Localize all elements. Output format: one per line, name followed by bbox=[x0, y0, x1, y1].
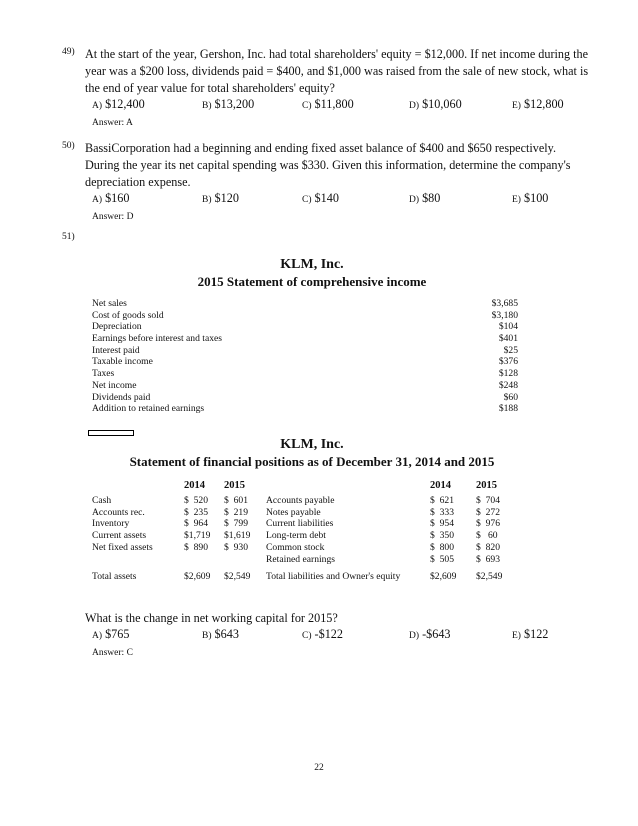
asset-2014: $ 890 bbox=[184, 541, 208, 553]
income-row bbox=[92, 321, 532, 333]
choice-d: D) $10,060 bbox=[409, 97, 462, 111]
asset-label: Current assets bbox=[92, 530, 147, 542]
choice-e: E) $122 bbox=[512, 627, 549, 641]
income-row-label: Depreciation bbox=[92, 321, 142, 333]
balance-row bbox=[92, 554, 532, 566]
income-row-value: $25 bbox=[503, 344, 518, 356]
asset-2015: $2,549 bbox=[224, 570, 251, 582]
income-row-value: $248 bbox=[498, 379, 518, 391]
balance-sheet-header bbox=[92, 436, 532, 470]
income-row bbox=[92, 356, 532, 368]
choice-a: A) $160 bbox=[92, 191, 130, 205]
income-row bbox=[92, 403, 532, 415]
question-text: BassiCorporation had a beginning and ending fixed asset balance of $400 and $650 respectively. During the year its net capital spending was $330. Given this information, determine the company's depreciation expense. bbox=[85, 141, 571, 189]
choice-e: E) $100 bbox=[512, 191, 549, 205]
choice-a: A) $765 bbox=[92, 627, 130, 641]
income-statement-rows bbox=[92, 298, 532, 415]
income-row-label: Addition to retained earnings bbox=[92, 403, 205, 415]
answer-choices bbox=[92, 627, 592, 644]
choice-c: C) $11,800 bbox=[302, 97, 354, 111]
income-row-label: Net sales bbox=[92, 298, 127, 309]
income-row-value: $3,685 bbox=[491, 298, 518, 309]
balance-sheet-table bbox=[92, 480, 532, 582]
income-row-label: Cost of goods sold bbox=[92, 309, 164, 321]
income-row bbox=[92, 368, 532, 380]
choice-b: B) $13,200 bbox=[202, 97, 255, 111]
question-text: At the start of the year, Gershon, Inc. had total shareholders' equity = $12,000. If net income during the year was a $200 loss, dividends paid = $400, and $1,000 was raised from the sale of new stock, what is the end of year value for total shareholders' equity? bbox=[85, 47, 589, 95]
answer-key: Answer: C bbox=[92, 648, 133, 658]
liability-2015: $ 704 bbox=[476, 494, 500, 506]
choice-b: B) $120 bbox=[202, 191, 239, 205]
balance-row bbox=[92, 571, 532, 583]
income-row-value: $3,180 bbox=[491, 309, 518, 321]
year-header: 2014 bbox=[430, 480, 451, 491]
income-row-label: Interest paid bbox=[92, 344, 140, 356]
choice-d: D) $80 bbox=[409, 191, 441, 205]
income-row-value: $128 bbox=[498, 368, 518, 380]
question-text: What is the change in net working capital for 2015? bbox=[85, 611, 338, 625]
liability-2014: $ 621 bbox=[430, 494, 454, 506]
balance-row bbox=[92, 507, 532, 519]
income-row bbox=[92, 333, 532, 345]
balance-row bbox=[92, 518, 532, 530]
liability-2015: $ 272 bbox=[476, 506, 500, 518]
income-row-label: Net income bbox=[92, 379, 137, 391]
asset-2015: $ 930 bbox=[224, 541, 248, 553]
year-header-row bbox=[92, 480, 532, 492]
balance-row bbox=[92, 495, 532, 507]
liability-2015: $2,549 bbox=[476, 570, 503, 582]
company-name: KLM, Inc. bbox=[280, 437, 344, 452]
choice-a: A) $12,400 bbox=[92, 97, 145, 111]
income-statement bbox=[92, 256, 532, 415]
question-49 bbox=[62, 46, 592, 128]
liability-2015: $ 693 bbox=[476, 553, 500, 565]
asset-2015: $ 219 bbox=[224, 506, 248, 518]
year-header: 2015 bbox=[476, 480, 497, 491]
income-row-value: $104 bbox=[498, 321, 518, 333]
income-row-label: Earnings before interest and taxes bbox=[92, 333, 222, 345]
balance-row bbox=[92, 530, 532, 542]
asset-2014: $ 964 bbox=[184, 518, 208, 530]
asset-2014: $ 520 bbox=[184, 494, 208, 506]
asset-label: Accounts rec. bbox=[92, 506, 145, 518]
answer-key: Answer: A bbox=[92, 118, 133, 128]
income-row-value: $60 bbox=[503, 391, 518, 403]
liability-2014: $ 333 bbox=[430, 506, 454, 518]
income-row-value: $188 bbox=[498, 403, 518, 415]
answer-key: Answer: D bbox=[92, 212, 134, 222]
liability-label: Current liabilities bbox=[266, 518, 334, 530]
liability-2015: $ 60 bbox=[476, 530, 498, 542]
income-row bbox=[92, 345, 532, 357]
asset-2014: $1,719 bbox=[184, 530, 211, 542]
asset-label: Total assets bbox=[92, 570, 137, 582]
question-number: 51) bbox=[62, 232, 75, 242]
asset-label: Cash bbox=[92, 494, 112, 506]
liability-2014: $ 800 bbox=[430, 541, 454, 553]
balance-sheet-rows bbox=[92, 495, 532, 583]
liability-2014: $ 505 bbox=[430, 553, 454, 565]
balance-row bbox=[92, 542, 532, 554]
question-51 bbox=[62, 610, 592, 658]
liability-label: Retained earnings bbox=[266, 553, 335, 565]
question-50 bbox=[62, 140, 592, 222]
income-row-value: $376 bbox=[498, 356, 518, 368]
statement-title: Statement of financial positions as of December 31, 2014 and 2015 bbox=[129, 454, 495, 469]
income-row-label: Taxable income bbox=[92, 356, 153, 368]
choice-c: C) -$122 bbox=[302, 627, 343, 641]
answer-choices bbox=[92, 97, 592, 114]
year-header: 2014 bbox=[184, 480, 205, 491]
asset-label: Inventory bbox=[92, 518, 130, 530]
liability-label: Accounts payable bbox=[266, 494, 335, 506]
liability-label: Common stock bbox=[266, 541, 325, 553]
income-row bbox=[92, 392, 532, 404]
liability-2014: $ 954 bbox=[430, 518, 454, 530]
question-number: 50) bbox=[62, 141, 75, 151]
liability-label: Long-term debt bbox=[266, 530, 326, 542]
answer-choices bbox=[92, 191, 592, 208]
income-row bbox=[92, 310, 532, 322]
income-row-label: Taxes bbox=[92, 368, 115, 380]
asset-2015: $ 799 bbox=[224, 518, 248, 530]
income-row bbox=[92, 380, 532, 392]
asset-2014: $2,609 bbox=[184, 570, 211, 582]
year-header: 2015 bbox=[224, 480, 245, 491]
question-number: 49) bbox=[62, 47, 75, 57]
liability-2015: $ 820 bbox=[476, 541, 500, 553]
choice-c: C) $140 bbox=[302, 191, 339, 205]
company-name: KLM, Inc. bbox=[280, 257, 344, 272]
choice-b: B) $643 bbox=[202, 627, 239, 641]
liability-2015: $ 976 bbox=[476, 518, 500, 530]
statement-title: 2015 Statement of comprehensive income bbox=[197, 274, 427, 289]
asset-label: Net fixed assets bbox=[92, 541, 153, 553]
income-row-label: Dividends paid bbox=[92, 391, 151, 403]
page-number: 22 bbox=[314, 763, 324, 773]
choice-d: D) -$643 bbox=[409, 627, 451, 641]
asset-2015: $1,619 bbox=[224, 530, 251, 542]
liability-2014: $ 350 bbox=[430, 530, 454, 542]
asset-2014: $ 235 bbox=[184, 506, 208, 518]
liability-label: Total liabilities and Owner's equity bbox=[266, 570, 401, 582]
income-row bbox=[92, 298, 532, 310]
liability-2014: $2,609 bbox=[430, 570, 457, 582]
income-row-value: $401 bbox=[498, 333, 518, 345]
liability-label: Notes payable bbox=[266, 506, 321, 518]
asset-2015: $ 601 bbox=[224, 494, 248, 506]
choice-e: E) $12,800 bbox=[512, 97, 564, 111]
